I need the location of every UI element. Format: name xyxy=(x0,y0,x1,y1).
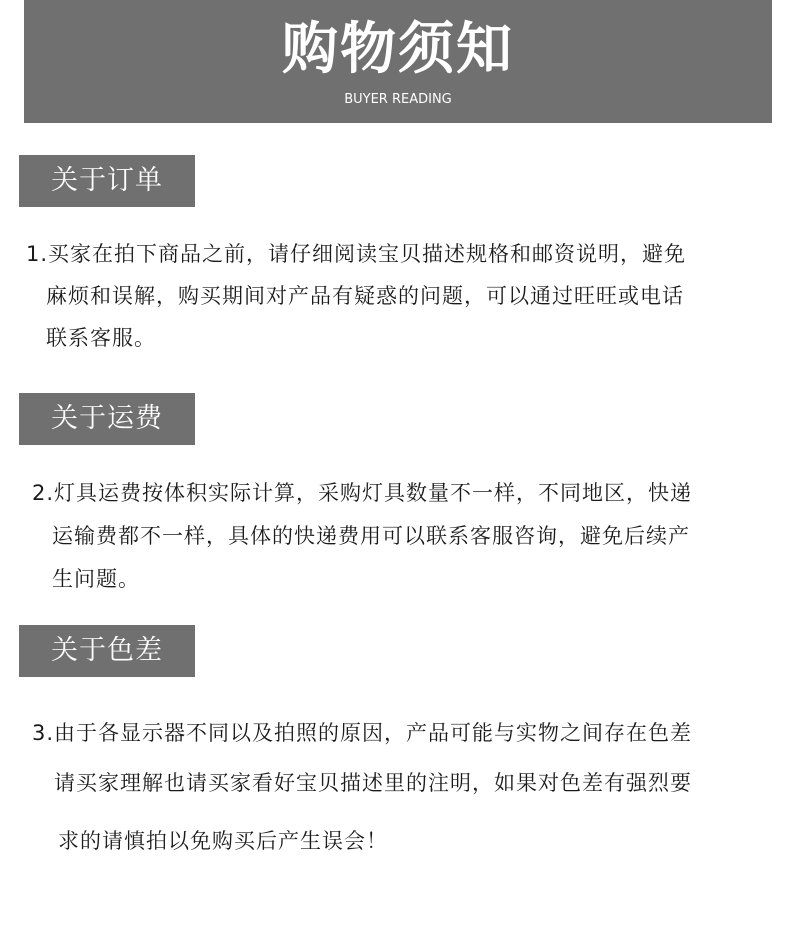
text-line: 3.由于各显示器不同以及拍照的原因，产品可能与实物之间存在色差 xyxy=(32,721,693,745)
text-line: 2.灯具运费按体积实际计算，采购灯具数量不一样，不同地区，快递 xyxy=(32,481,693,505)
section-text-order xyxy=(26,233,686,359)
text-line: 运输费都不一样，具体的快递费用可以联系客服咨询，避免后续产 xyxy=(52,524,690,548)
section-tag-shipping: 关于运费 xyxy=(19,393,195,445)
page-subtitle: BUYER READING xyxy=(344,92,452,107)
header-banner xyxy=(24,0,772,123)
section-tag-color: 关于色差 xyxy=(19,625,195,677)
section-tag-order: 关于订单 xyxy=(19,155,195,207)
section-text-color xyxy=(32,708,692,866)
text-line: 求的请慎拍以免购买后产生误会！ xyxy=(58,829,388,853)
section-text-shipping xyxy=(32,472,692,601)
text-line: 1.买家在拍下商品之前，请仔细阅读宝贝描述规格和邮资说明，避免 xyxy=(26,242,687,266)
text-line: 麻烦和误解，购买期间对产品有疑惑的问题，可以通过旺旺或电话 xyxy=(46,284,684,308)
text-line: 请买家理解也请买家看好宝贝描述里的注明，如果对色差有强烈要 xyxy=(54,771,692,795)
text-line: 联系客服。 xyxy=(46,326,156,350)
page-title: 购物须知 xyxy=(282,17,514,82)
text-line: 生问题。 xyxy=(52,567,140,591)
